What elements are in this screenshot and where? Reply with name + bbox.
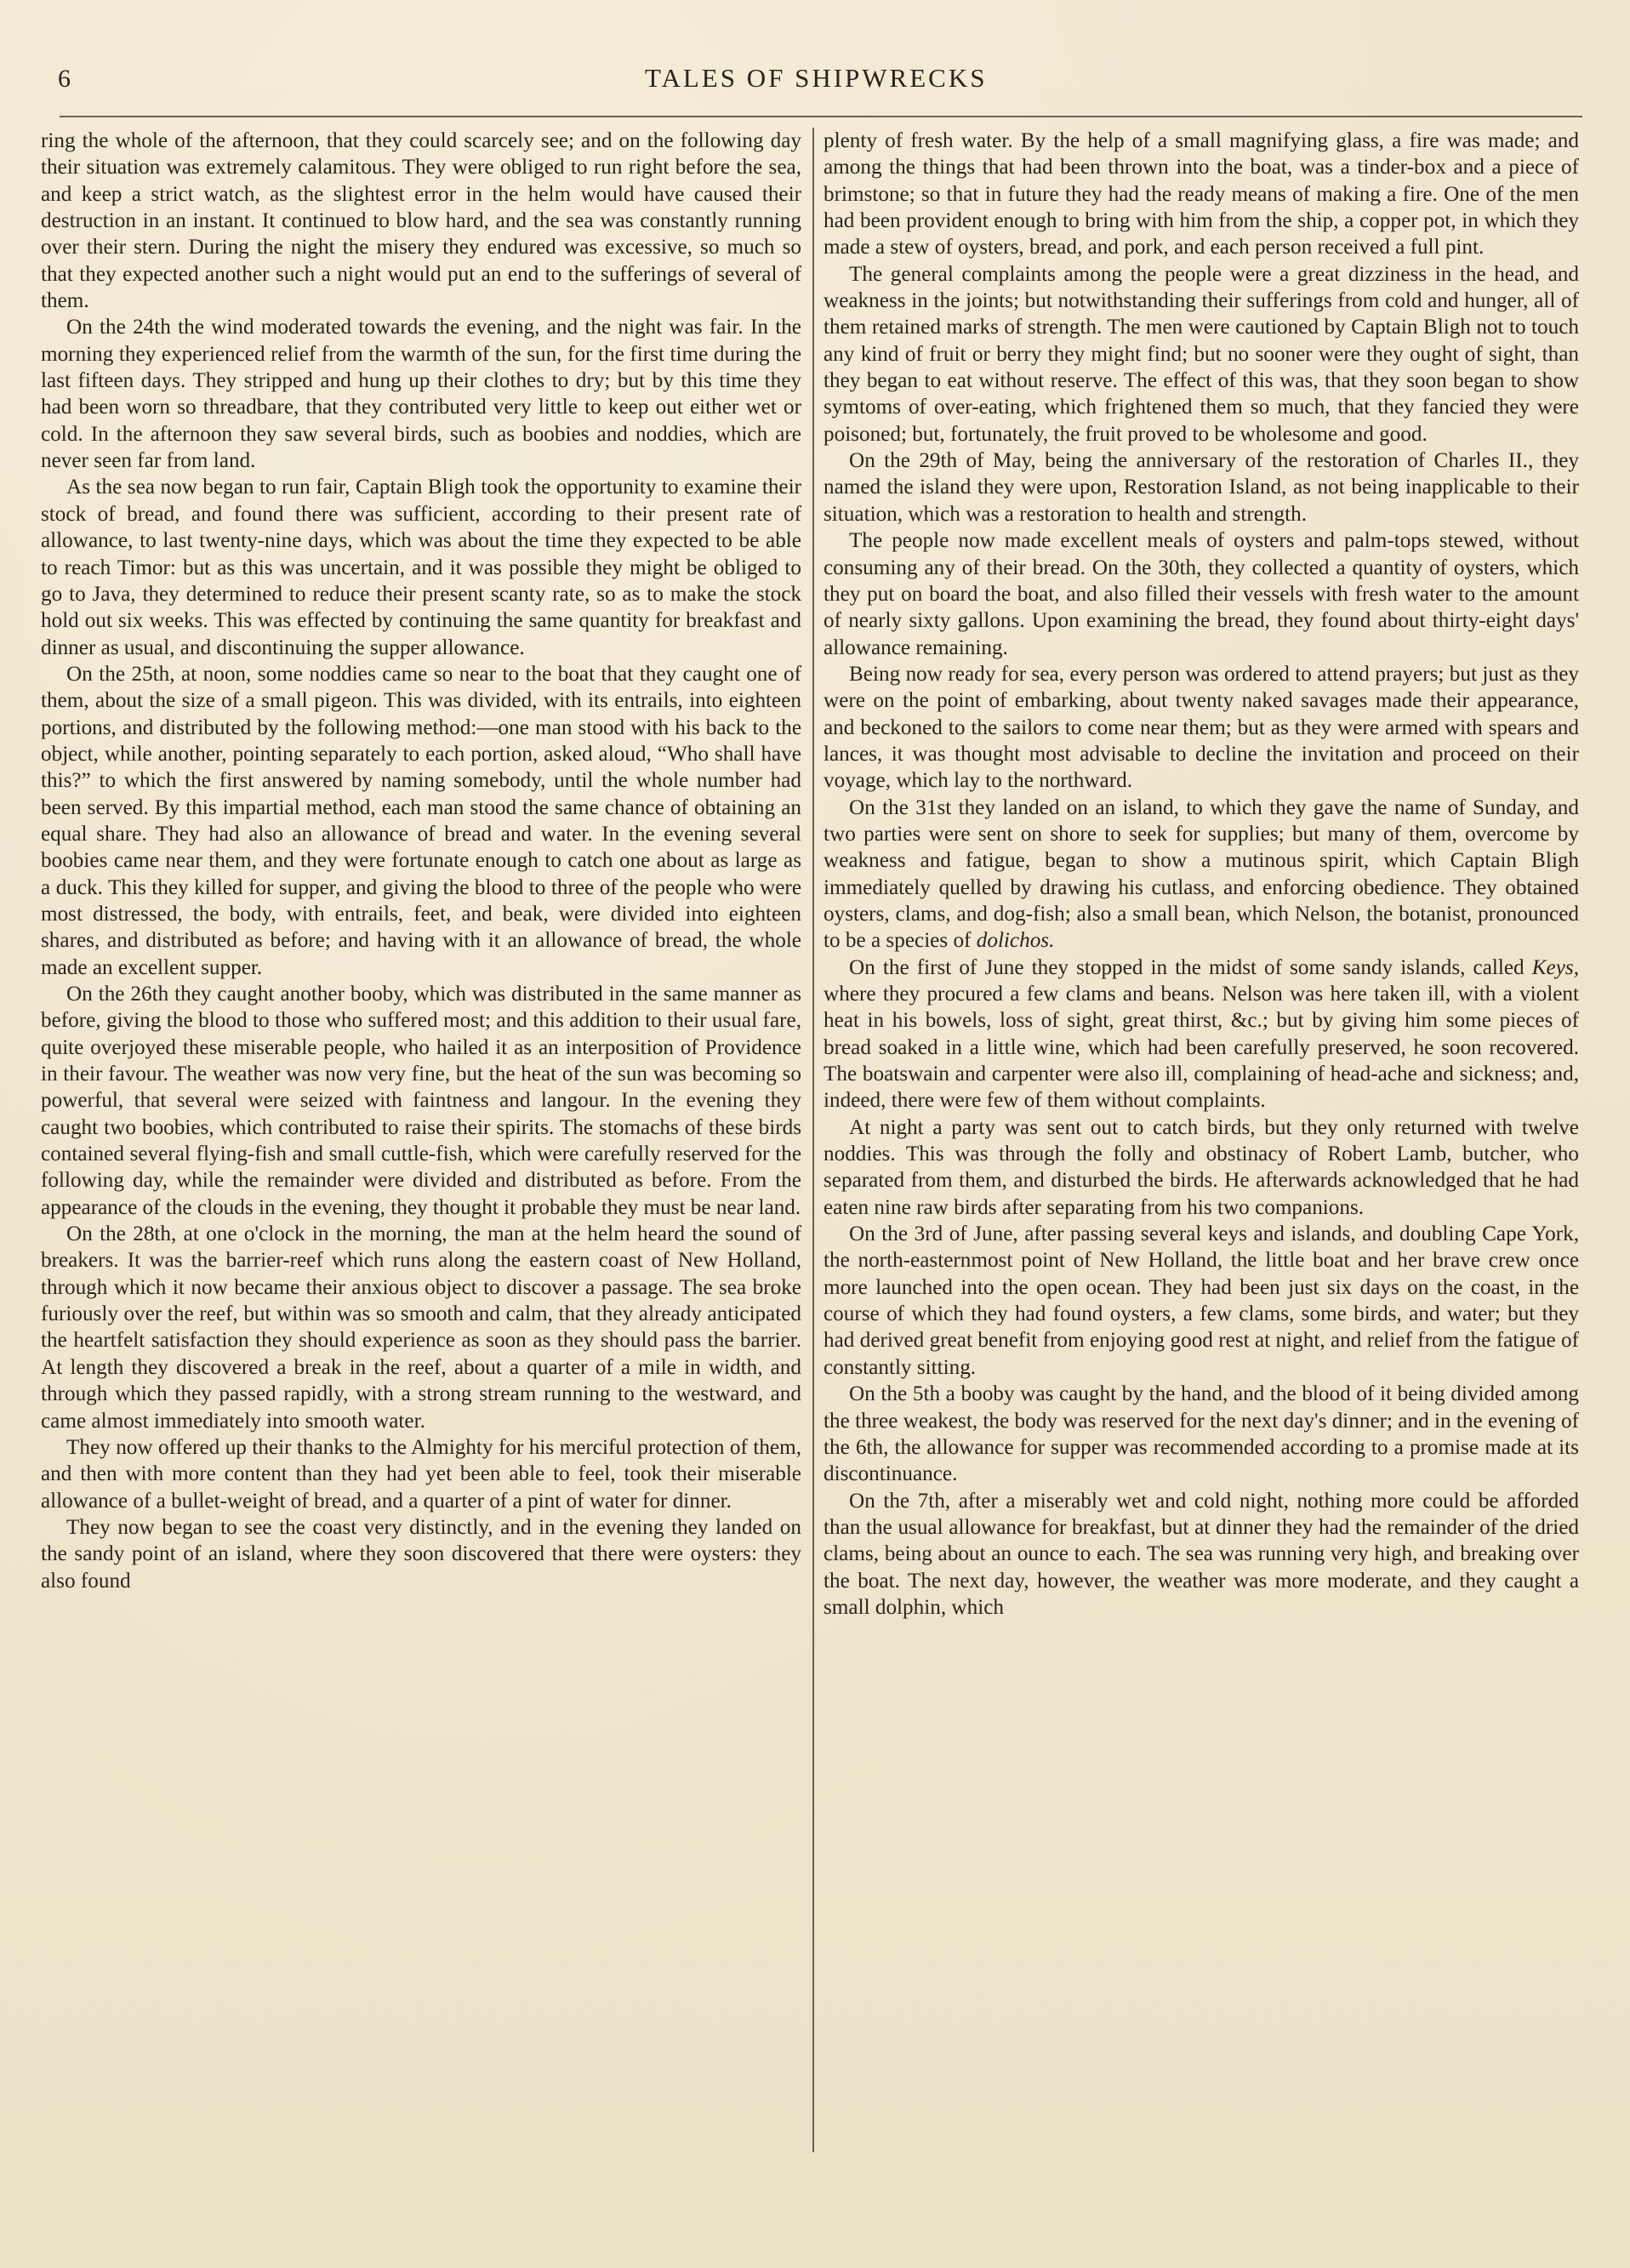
right-column (824, 128, 1579, 1621)
left-column (41, 128, 801, 1594)
paragraph: They now offered up their thanks to the Almighty for his merciful protection of them, and then with more content than they had yet been able to feel, took their miserable allowance of a bullet-weight of bread, and a quarter of a pint of water for dinner. (41, 1435, 801, 1513)
paragraph: The people now made excellent meals of oysters and palm-tops stewed, without consuming any of their bread. On the 30th, they collected a quantity of oysters, which they put on board the boat, and also filled their vessels with fresh water to the amount of nearly sixty gallons. Upon examining the bread, they found about thirty-eight days' allowance remaining. (824, 529, 1579, 659)
paragraph (824, 795, 1579, 954)
paragraph: plenty of fresh water. By the help of a small magnifying glass, a fire was made; and among the things that had been thrown into the boat, was a tinder-box and a piece of brimstone; so that in future they had the ready means of making a fire. One of the men had been provident enough to bring with him from the ship, a copper pot, in which they made a stew of oysters, bread, and pork, and each person received a full pint. (824, 129, 1579, 259)
paragraph-text: On the first of June they stopped in the midst of some sandy islands, called (849, 955, 1525, 979)
paragraph: At night a party was sent out to catch birds, but they only returned with twelve noddies. This was through the folly and obstinacy of Robert Lamb, butcher, who separated from them, and disturbed the birds. He afterwards acknowledged that he had eaten nine raw birds after separating from his two companions. (824, 1115, 1579, 1219)
paragraph: On the 29th of May, being the anniversary of the restoration of Charles II., they named the island they were upon, Restoration Island, as not being inapplicable to their situation, which was a restoration to health and strength. (824, 449, 1579, 526)
paragraph: Being now ready for sea, every person was ordered to attend prayers; but just as they were on the point of embarking, about twenty naked savages made their appearance, and beckoned to the sailors to come near them; but as they were armed with spears and lances, it was thought most advisable to decline the invitation and proceed on their voyage, which lay to the northward. (824, 662, 1579, 793)
paragraph: ring the whole of the afternoon, that they could scarcely see; and on the following day their situation was extremely calamitous. They were obliged to run right before the sea, and keep a strict watch, as the slightest error in the helm would have caused their destruction in an instant. It continued to blow hard, and the sea was constantly running over their stern. During the night the misery they endured was excessive, so much so that they expected another such a night would put an end to the sufferings of several of them. (41, 129, 801, 313)
column-divider (812, 128, 814, 2152)
paragraph (824, 954, 1579, 1114)
paragraph-text: On the 31st they landed on an island, to which they gave the name of Sunday, and two parties were sent on shore to seek for supplies; but many of them, overcome by weakness and fatigue, began to show a mutinous spirit, which Captain Bligh immediately quelled by drawing his cutlass, and enforcing obedience. They obtained oysters, clams, and dog-fish; also a small bean, which Nelson, the botanist, pronounced to be a species of (824, 795, 1579, 953)
page-number: 6 (58, 65, 71, 93)
paragraph: They now began to see the coast very distinctly, and in the evening they landed on the sandy point of an island, where they soon discovered that there were oysters: they also found (41, 1515, 801, 1593)
paragraph: On the 26th they caught another booby, which was distributed in the same manner as before, giving the blood to those who suffered most; and this addition to their usual fare, quite overjoyed these miserable people, who hailed it as an interposition of Providence in their favour. The weather was now very fine, but the heat of the sun was becoming so powerful, that several were seized with faintness and langour. In the evening they caught two boobies, which contributed to raise their spirits. The stomachs of these birds contained several flying-fish and small cuttle-fish, which were carefully reserved for the following day, while the remainder were divided and distributed as before. From the appearance of the clouds in the evening, they thought it probable they must be near land. (41, 983, 801, 1219)
running-title: TALES OF SHIPWRECKS (645, 63, 988, 93)
paragraph: On the 24th the wind moderated towards the evening, and the night was fair. In the morning they experienced relief from the warmth of the sun, for the first time during the last fifteen days. They stripped and hung up their clothes to dry; but by this time they had been worn so threadbare, that they contributed very little to keep out either wet or cold. In the afternoon they saw several birds, such as boobies and noddies, which are never seen far from land. (41, 316, 801, 473)
paragraph: On the 25th, at noon, some noddies came so near to the boat that they caught one of them, about the size of a small pigeon. This was divided, with its entrails, into eighteen portions, and distributed by the following method:—one man stood with his back to the object, while another, pointing separately to each portion, asked aloud, “Who shall have this?” to which the first answered by naming somebody, until the whole number had been served. By this impartial method, each man stood the same chance of obtaining an equal share. They had also an allowance of bread and water. In the evening several boobies came near them, and they were fortunate enough to catch one about as large as a duck. This they killed for supper, and giving the blood to three of the people who were most distressed, the body, with entrails, feet, and beak, were divided into eighteen shares, and distributed as before; and having with it an allowance of bread, the whole made an excellent supper. (41, 662, 801, 979)
paragraph: As the sea now began to run fair, Captain Bligh took the opportunity to examine their stock of bread, and found there was sufficient, according to their present rate of allowance, to last twenty-nine days, which was about the time they expected to be able to reach Timor: but as this was uncertain, and it was possible they might be obliged to go to Java, they determined to reduce their present scanty rate, so as to make the stock hold out six weeks. This was effected by continuing the same quantity for breakfast and dinner as usual, and discontinuing the supper allowance. (41, 476, 801, 659)
paragraph: On the 28th, at one o'clock in the morning, the man at the helm heard the sound of breakers. It was the barrier-reef which runs along the eastern coast of New Holland, through which it now became their anxious object to discover a passage. The sea broke furiously over the reef, but within was so smooth and calm, that they already anticipated the heartfelt satisfaction they should experience as soon as they should pass the barrier. At length they discovered a break in the reef, about a quarter of a mile in width, and through which they passed rapidly, with a strong stream running to the westward, and came almost immediately into smooth water. (41, 1222, 801, 1433)
italic-term: dolichos. (976, 929, 1055, 953)
paragraph-text: where they procured a few clams and beans. Nelson was here taken ill, with a violent heat in his bowels, loss of sight, great thirst, &c.; but by giving him some pieces of bread soaked in a little wine, which had been carefully preserved, he soon recovered. The boatswain and carpenter were also ill, complaining of head-ache and sickness; and, indeed, there were few of them without complaints. (824, 983, 1579, 1113)
paragraph: The general complaints among the people were a great dizziness in the head, and weakness in the joints; but notwithstanding their sufferings from cold and hunger, all of them retained marks of strength. The men were cautioned by Captain Bligh not to touch any kind of fruit or berry they might find; but no sooner were they ought of sight, than they began to eat without reserve. The effect of this was, that they soon began to show symtoms of over-eating, which frightened them so much, that they fancied they were poisoned; but, fortunately, the fruit proved to be wholesome and good. (824, 262, 1579, 446)
paragraph: On the 5th a booby was caught by the hand, and the blood of it being divided among the three weakest, the body was reserved for the next day's dinner; and in the evening of the 6th, the allowance for supper was recommended according to a promise made at its discontinuance. (824, 1382, 1579, 1486)
page-header (58, 60, 1589, 97)
italic-term: Keys, (1531, 955, 1579, 979)
paragraph: On the 3rd of June, after passing several keys and islands, and doubling Cape York, the north-easternmost point of New Holland, the little boat and her brave crew once more launched into the open ocean. They had been just six days on the coast, in the course of which they had found oysters, a few clams, some birds, and water; but they had derived great benefit from enjoying good rest at night, and relief from the fatigue of constantly sitting. (824, 1222, 1579, 1379)
paragraph: On the 7th, after a miserably wet and cold night, nothing more could be afforded than the usual allowance for breakfast, but at dinner they had the remainder of the dried clams, being about an ounce to each. The sea was running very high, and breaking over the boat. The next day, however, the weather was more moderate, and they caught a small dolphin, which (824, 1489, 1579, 1619)
header-rule (60, 116, 1582, 117)
